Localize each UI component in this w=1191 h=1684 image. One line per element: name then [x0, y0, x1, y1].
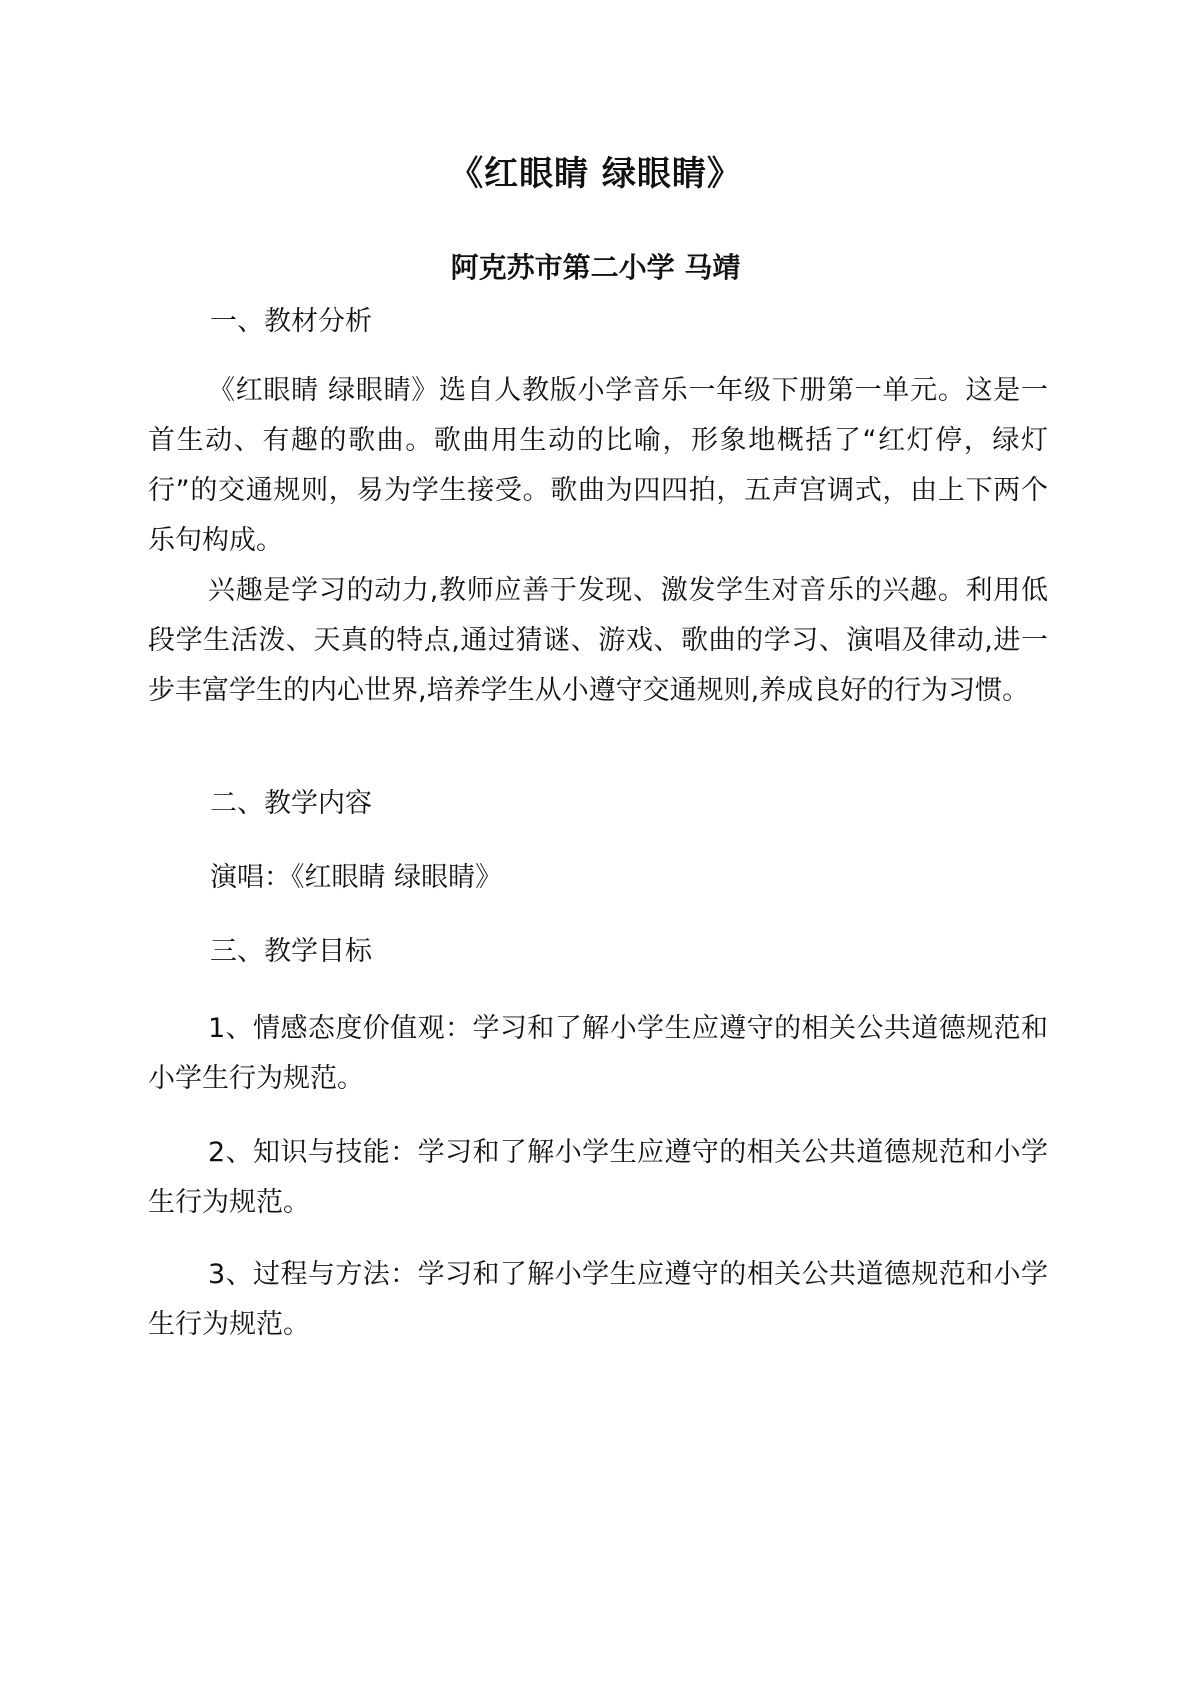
author-line: 阿克苏市第二小学 马靖 — [450, 251, 741, 284]
section-heading-teaching-content: 二、教学内容 — [210, 788, 372, 819]
paragraph-material-intro: 《红眼睛 绿眼睛》选自人教版小学音乐一年级下册第一单元。这是一首生动、有趣的歌曲。歌曲用生动的比喻，形象地概括了“红灯停，绿灯行”的交通规则，易为学生接受。歌曲为四四拍，五声宫调式，由上下两个乐句构成。 — [148, 375, 1048, 556]
section-heading-teaching-goals: 三、教学目标 — [210, 936, 372, 967]
document-title: 《红眼睛 绿眼睛》 — [449, 154, 742, 194]
section-heading-teaching-material-analysis: 一、教材分析 — [210, 306, 372, 337]
teaching-content-line: 演唱：《红眼睛 绿眼睛》 — [210, 862, 503, 893]
paragraph-interest: 兴趣是学习的动力,教师应善于发现、激发学生对音乐的兴趣。利用低段学生活泼、天真的特点,通过猜谜、游戏、歌曲的学习、演唱及律动,进一步丰富学生的内心世界,培养学生从小遵守交通规则,养成良好的行为习惯。 — [148, 575, 1048, 706]
goal-item-knowledge: 2、知识与技能：学习和了解小学生应遵守的相关公共道德规范和小学生行为规范。 — [148, 1137, 1048, 1218]
goal-item-emotion: 1、情感态度价值观：学习和了解小学生应遵守的相关公共道德规范和小学生行为规范。 — [148, 1013, 1048, 1094]
goal-item-process: 3、过程与方法：学习和了解小学生应遵守的相关公共道德规范和小学生行为规范。 — [148, 1259, 1048, 1340]
